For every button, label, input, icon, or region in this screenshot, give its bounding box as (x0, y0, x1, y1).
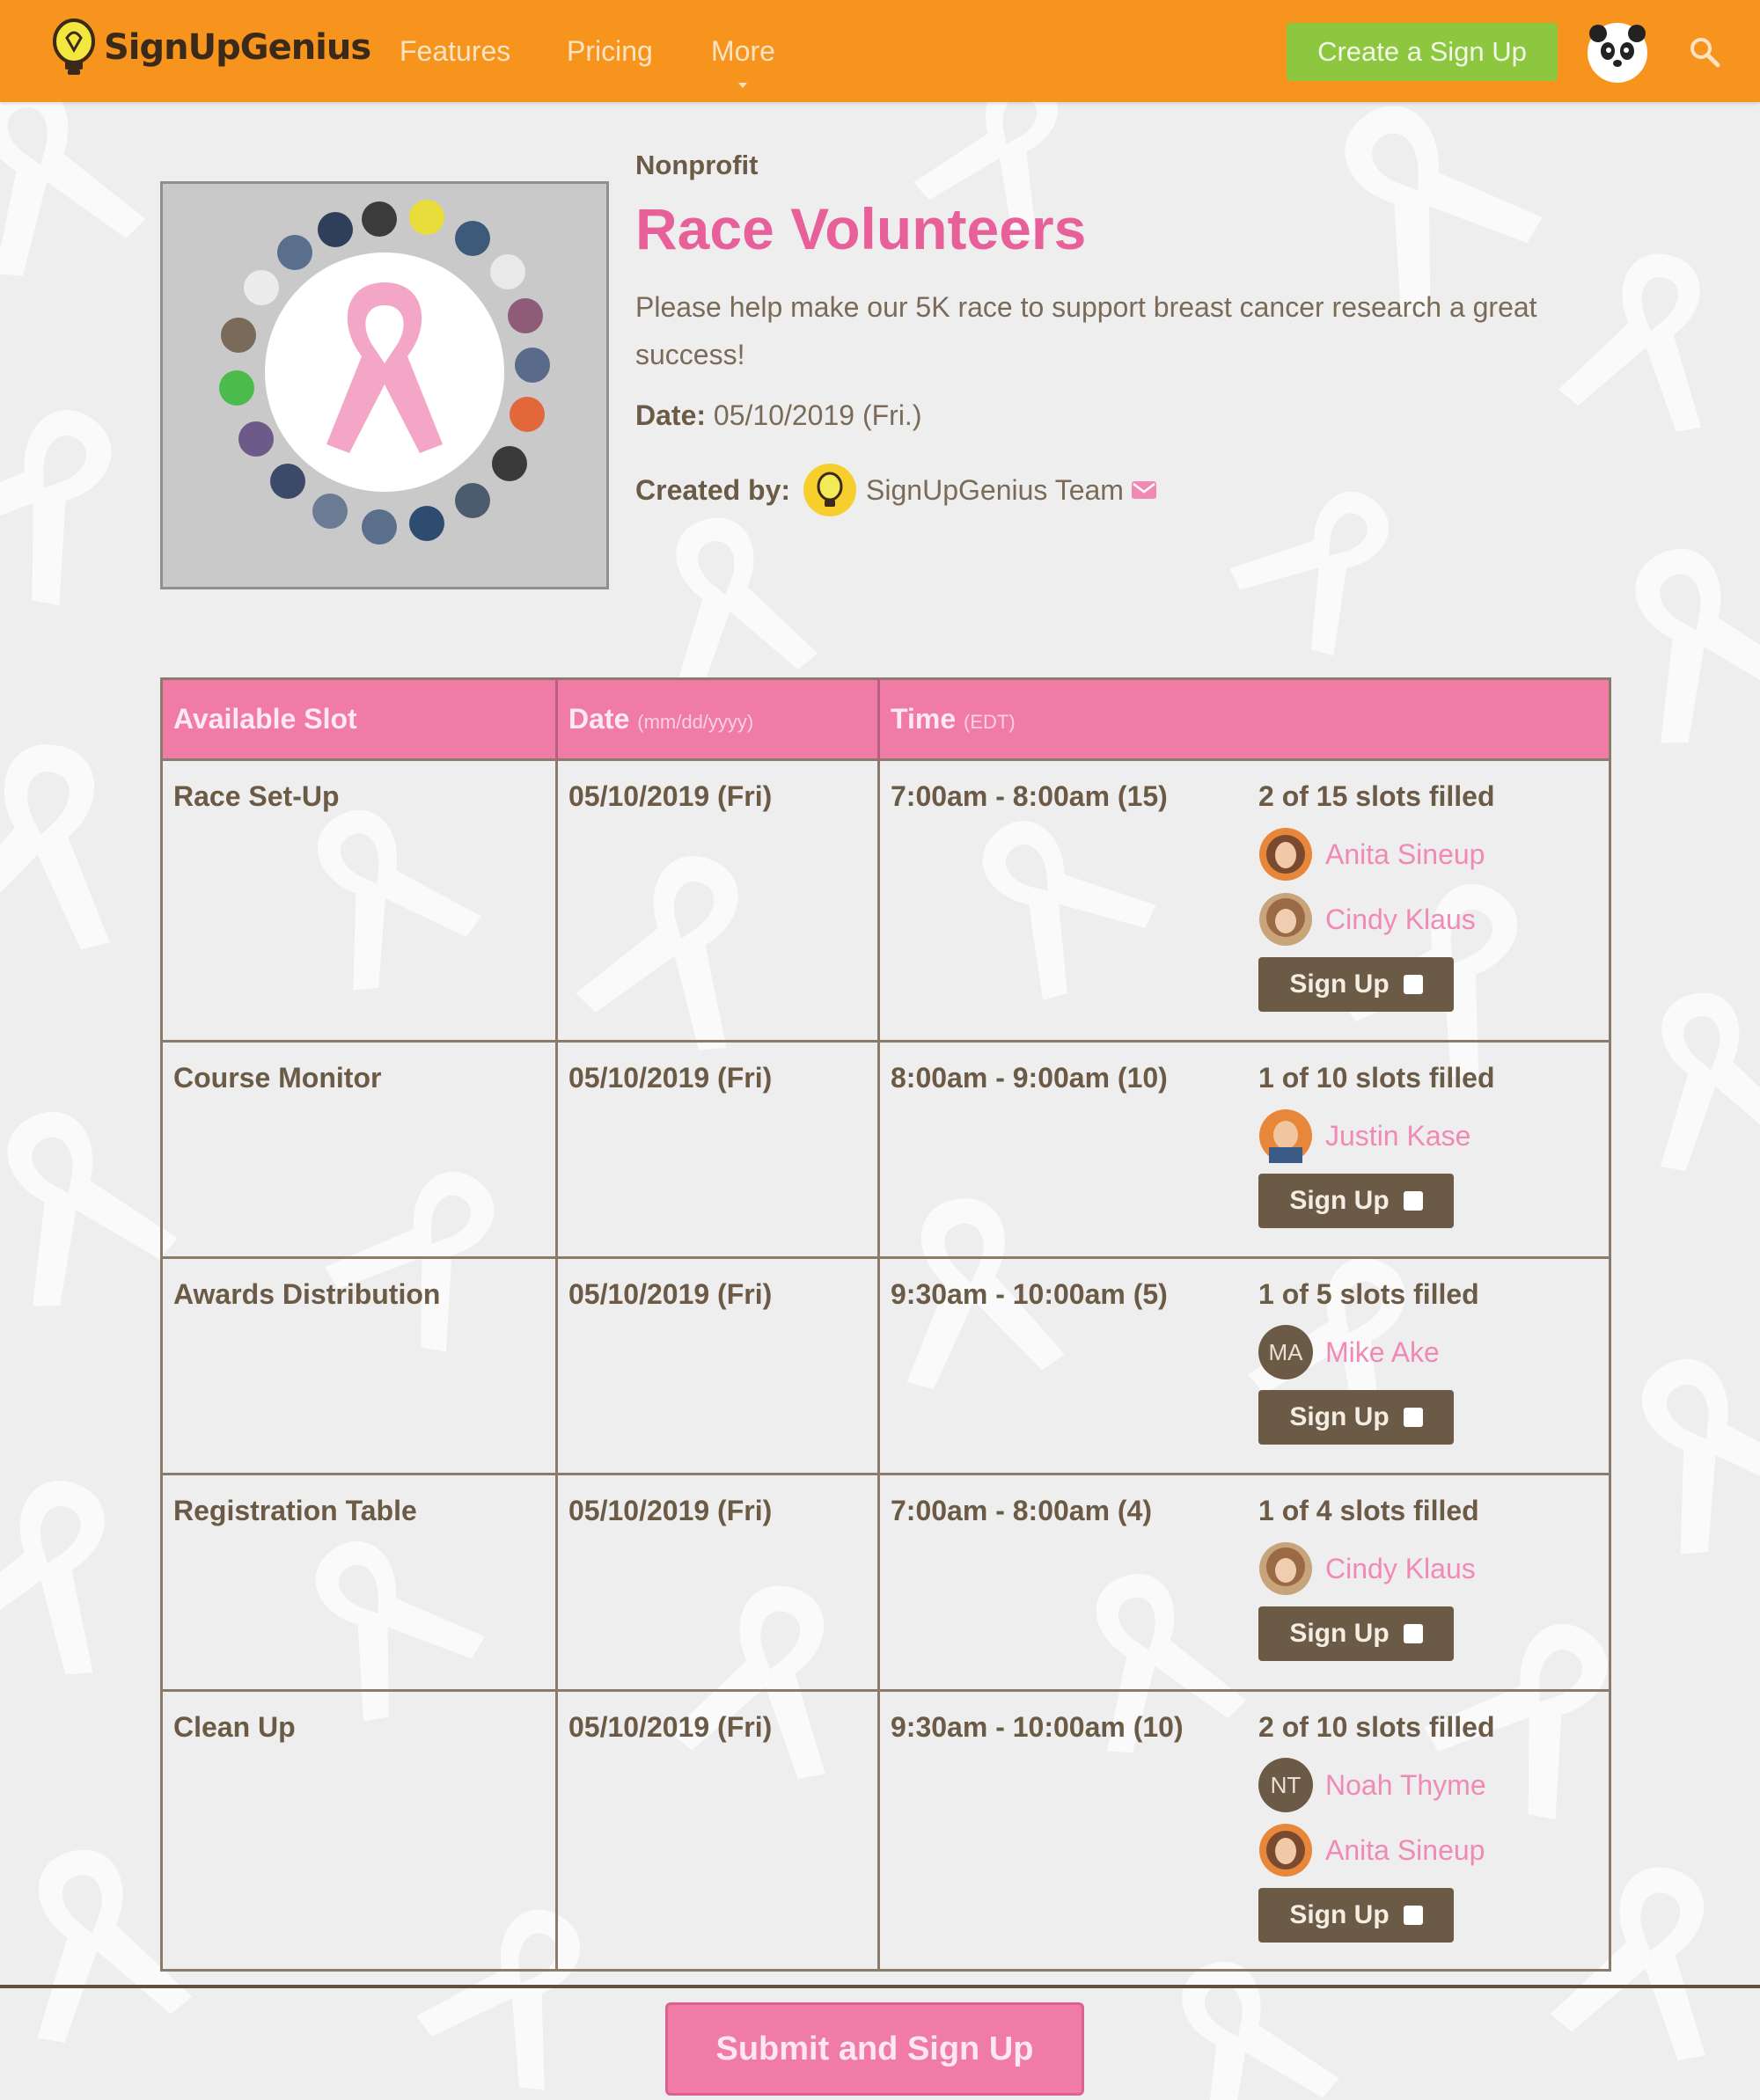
slot-time-cell (879, 1258, 1610, 1474)
sign-up-checkbox[interactable] (1404, 1408, 1423, 1427)
slot-date-cell (557, 1042, 879, 1258)
sign-up-button[interactable] (1258, 1390, 1454, 1445)
slot-time: 9:30am - 10:00am (10) (891, 1711, 1184, 1743)
event-creator (635, 461, 1157, 519)
slot-name: Awards Distribution (173, 1278, 441, 1310)
signupgenius-logo[interactable] (48, 12, 370, 83)
header-time-hint: (EDT) (964, 711, 1016, 733)
sign-up-checkbox[interactable] (1404, 1624, 1423, 1643)
creator-avatar-icon (803, 463, 857, 517)
table-row (162, 1691, 1610, 1971)
lightbulb-logo-icon (48, 18, 100, 77)
header-time (879, 679, 1610, 760)
header-date-hint: (mm/dd/yyyy) (637, 711, 754, 733)
volunteer-photo-avatar (1258, 1109, 1313, 1163)
event-title: Race Volunteers (635, 196, 1087, 261)
slots-filled-count: 1 of 5 slots filled (1258, 1278, 1479, 1310)
nav-pricing[interactable] (567, 0, 653, 102)
slot-time: 9:30am - 10:00am (5) (891, 1278, 1168, 1310)
volunteer-photo-avatar (1258, 827, 1313, 882)
creator-label: Created by: (635, 473, 791, 506)
slot-name-cell (162, 1474, 557, 1691)
slot-date-cell (557, 760, 879, 1042)
volunteer-photo-avatar (1258, 1541, 1313, 1596)
volunteer-name[interactable]: Noah Thyme (1325, 1768, 1486, 1801)
slot-name-cell (162, 1042, 557, 1258)
top-navigation-bar (0, 0, 1760, 102)
volunteer-initials-avatar: MA (1258, 1325, 1313, 1379)
table-row (162, 1042, 1610, 1258)
slot-date-cell (557, 1474, 879, 1691)
logo-wordmark: SignUpGenius (104, 27, 371, 68)
mail-icon[interactable] (1131, 480, 1157, 500)
slot-name: Race Set-Up (173, 780, 340, 812)
event-category: Nonprofit (635, 150, 759, 180)
submit-and-sign-up-button[interactable]: Submit and Sign Up (665, 2002, 1084, 2096)
sign-up-button[interactable] (1258, 957, 1454, 1012)
creator-name[interactable]: SignUpGenius Team (866, 473, 1124, 506)
slot-name-cell (162, 760, 557, 1042)
panda-avatar-icon[interactable] (1586, 21, 1649, 84)
table-header-row (162, 679, 1610, 760)
volunteer-name[interactable]: Anita Sineup (1325, 1833, 1485, 1866)
signup-slots-table (160, 677, 1611, 1972)
slot-name: Course Monitor (173, 1062, 382, 1094)
slot-time-cell (879, 1474, 1610, 1691)
volunteer-name[interactable]: Justin Kase (1325, 1119, 1471, 1152)
sign-up-label: Sign Up (1289, 1186, 1390, 1215)
create-sign-up-button[interactable]: Create a Sign Up (1287, 23, 1558, 81)
slot-name: Clean Up (173, 1711, 296, 1743)
slots-filled-count: 2 of 10 slots filled (1258, 1711, 1495, 1743)
header-date (557, 679, 879, 760)
slot-time-cell (879, 1691, 1610, 1971)
search-icon[interactable] (1688, 35, 1721, 69)
sign-up-label: Sign Up (1289, 1900, 1390, 1929)
volunteer-name[interactable]: Anita Sineup (1325, 838, 1485, 870)
table-row (162, 760, 1610, 1042)
slot-date: 05/10/2019 (Fri) (568, 1278, 773, 1310)
volunteer-initials-avatar: NT (1258, 1758, 1313, 1812)
volunteer-photo-avatar (1258, 892, 1313, 947)
slot-date-cell (557, 1691, 879, 1971)
sign-up-checkbox[interactable] (1404, 1191, 1423, 1211)
table-row (162, 1258, 1610, 1474)
caret-down-icon (738, 83, 747, 88)
slot-name: Registration Table (173, 1495, 417, 1526)
volunteer-entry (1258, 1752, 1598, 1818)
nav-features-label: Features (400, 34, 511, 67)
slot-time-cell (879, 1042, 1610, 1258)
header-slot-label: Available Slot (173, 703, 357, 735)
volunteer-name[interactable]: Mike Ake (1325, 1335, 1440, 1368)
slot-date: 05/10/2019 (Fri) (568, 1495, 773, 1526)
footer-divider (0, 1985, 1760, 1988)
slot-date: 05/10/2019 (Fri) (568, 1062, 773, 1094)
slots-filled-count: 2 of 15 slots filled (1258, 780, 1495, 812)
sign-up-button[interactable] (1258, 1888, 1454, 1943)
header-date-label: Date (568, 703, 630, 735)
header-time-label: Time (891, 703, 957, 735)
sign-up-label: Sign Up (1289, 1402, 1390, 1431)
volunteer-photo-avatar (1258, 1823, 1313, 1877)
event-description: Please help make our 5K race to support breast cancer research a great success! (635, 291, 1537, 370)
table-row (162, 1474, 1610, 1691)
slot-date: 05/10/2019 (Fri) (568, 780, 773, 812)
event-photo (160, 181, 609, 589)
slot-time: 8:00am - 9:00am (10) (891, 1062, 1168, 1094)
volunteer-entry (1258, 887, 1598, 952)
slot-time: 7:00am - 8:00am (4) (891, 1495, 1153, 1526)
sign-up-button[interactable] (1258, 1174, 1454, 1228)
header-available-slot (162, 679, 557, 760)
nav-more-label: More (711, 34, 775, 67)
slot-time: 7:00am - 8:00am (15) (891, 780, 1168, 812)
sign-up-label: Sign Up (1289, 1619, 1390, 1648)
slot-date: 05/10/2019 (Fri) (568, 1711, 773, 1743)
event-date (635, 399, 921, 432)
slot-date-cell (557, 1258, 879, 1474)
volunteer-entry (1258, 1320, 1598, 1385)
nav-more[interactable] (711, 0, 775, 102)
sign-up-checkbox[interactable] (1404, 1906, 1423, 1925)
volunteer-entry (1258, 822, 1598, 887)
volunteer-entry (1258, 1536, 1598, 1601)
event-date-label: Date: (635, 399, 707, 431)
event-date-value: 05/10/2019 (Fri.) (713, 399, 922, 431)
slots-filled-count: 1 of 10 slots filled (1258, 1062, 1495, 1094)
sign-up-label: Sign Up (1289, 970, 1390, 999)
slot-name-cell (162, 1691, 557, 1971)
nav-features[interactable] (400, 0, 510, 102)
slots-filled-count: 1 of 4 slots filled (1258, 1495, 1479, 1526)
slot-time-cell (879, 760, 1610, 1042)
volunteer-entry (1258, 1818, 1598, 1883)
volunteer-name[interactable]: Cindy Klaus (1325, 903, 1476, 935)
sign-up-button[interactable] (1258, 1606, 1454, 1661)
sign-up-checkbox[interactable] (1404, 975, 1423, 994)
slot-name-cell (162, 1258, 557, 1474)
volunteer-entry (1258, 1103, 1598, 1168)
volunteer-name[interactable]: Cindy Klaus (1325, 1552, 1476, 1584)
volunteer-circle-image (163, 184, 606, 587)
nav-pricing-label: Pricing (567, 34, 653, 67)
